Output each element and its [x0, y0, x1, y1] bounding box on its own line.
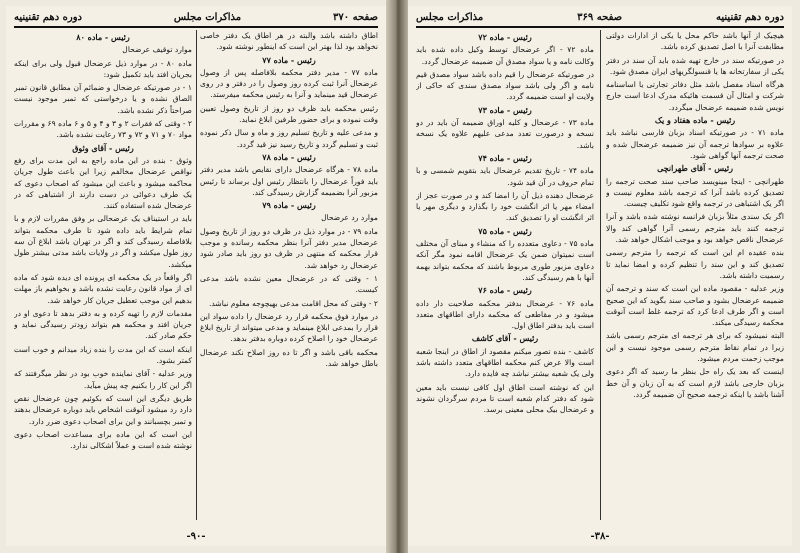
paragraph: ماده ۷۴ - تاریخ تقدیم عرضحال باید بتقویم شمسی و با تمام حروف در آن قید شود. — [416, 166, 594, 187]
paragraph: موارد توقیف عرضحال — [122, 45, 192, 55]
paragraph: و مدعی علیه و تاریخ تسلیم روز و ماه و سال ذکر نموده ثبت و تسلیم گردد و تاریخ رسید نیز قید گردد. — [200, 128, 378, 149]
paragraph: اینست که بعد یک راه حل بنظر ما رسید که اگر دعوی بزبان خارجی باشد لازم است که به آن زبان و آن خط آشنا باشد یا اینکه ترجمه صحیح آن ضمیمه گردد. — [606, 367, 784, 399]
speaker-heading: رئیس - آقای طهرانچی — [657, 163, 733, 174]
paragraph: ماده ۷۵ - دعاوی متعدده را که منشاء و مبنای آن مختلف است نمیتوان ضمن یک عرضحال اقامه نمود مگر آنکه دعاوی مزبور طوری مربوط باشند که محکمه بتواند بهمه آنها با هم رسیدگی کند. — [416, 239, 594, 282]
paragraph: وثوق - بنده در این ماده راجع به این مدت برای رفع نواقص عرضحال مخالفم زیرا این باعث طول جریان محاکمه میشود و باعث این میشود که اصحاب دعوی که یک طرف دعوائی در دست دارند از اشتباهی که در عرضحال شده استفاده کنند. — [14, 155, 192, 211]
speaker-heading: رئیس - ماده ۷۵ — [478, 225, 532, 236]
paragraph: این که نوشته است اطاق اول کافی نیست باید معین شود که دفتر کدام شعبه است تا مردم سرگردان نشوند و عرضحال بیک محلی معینی برسد. — [416, 382, 594, 415]
left-page-number: صفحه ۳۷۰ — [333, 11, 378, 23]
paragraph: البته نمیشود که برای هر ترجمه ای مترجم رسمی باشد زیرا در تمام نقاط مترجم رسمی موجود نیست و این موجب زحمت مردم میشود. — [606, 331, 784, 364]
paragraph: ۲ - وقتی که محل اقامت مدعی بهیچوجه معلوم نباشد. — [208, 298, 378, 308]
paragraph: در موارد فوق محکمه قرار رد عرضحال را داده سواد این قرار را بمدعی ابلاغ مینماید و مدعی میتواند از تاریخ ابلاغ عرضحال خود را اصلاح کرده دوباره بدفتر بدهد. — [200, 311, 378, 344]
paragraph: ماده ۷۳ - عرضحال و کلیه اوراق ضمیمه آن باید در دو نسخه و درصورت تعدد مدعی علیهم علاوه یک نسخه باشد. — [416, 118, 594, 150]
paragraph: طریق دیگری این است که بکوئیم چون عرضحال نقص دارد رد میشود آنوقت اشخاص باید دوباره عرضحال بدهند و تمبر بچسبانند و این برای اصحاب دعوی ضرر دارد. — [14, 393, 192, 426]
paragraph: باید در استیناف یک عرضحالی بر وفق مقررات لازم و با تمام شرایط باید داده شود تا طرف محکمه بتواند بلافاصله رسیدگی کند و اگر در تهران باشد ابلاغ آن سه روز طول میکشد و اگر در ولایات باشد مدتی بیشتر طول میکشد. — [14, 214, 192, 269]
right-page-number: صفحه ۳۶۹ — [577, 11, 623, 23]
speaker-heading: رئیس - ماده ۷۸ — [262, 151, 316, 162]
right-page-column-2 — [416, 30, 594, 520]
speaker-heading: رئیس - ماده هفتاد و یک — [654, 115, 736, 126]
column-divider — [600, 30, 601, 520]
right-page-header — [416, 8, 784, 28]
speaker-heading: رئیس - آقای کاشف — [471, 333, 539, 344]
paragraph: ۱ - وقتی که در عرضحال معین نشده باشد مدعی کیست. — [200, 273, 378, 295]
paragraph: ماده ۷۲ - اگر عرضحال توسط وکیل داده شده باید وکالت نامه و یا سواد مصدق آن ضمیمه عرضحال گردد. — [416, 45, 594, 66]
speaker-heading: رئیس - ماده ۷۲ — [478, 32, 532, 42]
paragraph: مقدمات لازم را تهیه کرده و به دفتر بدهد تا دعوی او در جریان افتد و محکمه هم بتواند زودتر رسیدگی نماید و حکم صادر کند. — [14, 308, 192, 341]
speaker-heading: رئیس - ماده ۷۶ — [478, 285, 532, 296]
left-page-column-2 — [14, 30, 192, 520]
paragraph: طهرانچی - اینجا مینویسد صاحب سند صحت ترجمه را تصدیق کرده باشد آنرا که ترجمه باشد معلوم نیست و اگر یک اشتباهی در ترجمه واقع شود تکلیف چیست. — [606, 176, 784, 209]
left-page-folio: -۹۰- — [186, 531, 206, 542]
paragraph: ۲ - وقتی که فقرات ۲ و ۳ و ۴ و ۵ و ۶ ماده ۶۹ و مقررات مواد ۷۰ و ۷۱ و ۷۲ و ۷۳ رعایت نشده باشد. — [14, 119, 192, 140]
left-page-column-1 — [200, 30, 378, 520]
right-running-title: مذاکرات مجلس — [416, 11, 484, 23]
paragraph: اگر واقعاً در یک محکمه ای پرونده ای دیده شود که ماده ای از مواد قانون رعایت نشده باشد و بخواهیم باز مهلت بدهیم این موجب تعطیل جریان کار خواهد شد. — [14, 272, 192, 305]
left-running-title: مذاکرات مجلس — [173, 11, 242, 23]
speaker-heading: رئیس - ماده ۸۰ — [76, 32, 130, 42]
paragraph: ماده ۸۰ - در موارد ذیل عرضحال قبول ولی برای اینکه بجریان افتد باید تکمیل شود: — [14, 58, 192, 79]
paragraph: ماده ۷۹ - در موارد ذیل در ظرف دو روز از تاریخ وصول عرضحال مدیر دفتر آنرا بنظر محکمه رسانده و موجب قرار محکمه که منتهی در ظرف دو روز باید صادر شود عرضحال رد خواهد شد. — [200, 226, 378, 270]
right-page-folio: -۳۸- — [590, 531, 610, 542]
paragraph: ماده ۷۷ - مدیر دفتر محکمه بلافاصله پس از وصول عرضحال آنرا ثبت کرده روز وصول را در دفتر و در روی عرضحال قید مینماید و آنرا به رئیس محکمه میفرستد. — [200, 67, 378, 100]
paragraph: محکمه باقی باشد و اگر تا ده روز اصلاح نکند عرضحال باطل خواهد شد. — [200, 347, 378, 369]
right-session-label: دوره دهم تقنینیه — [716, 11, 784, 23]
speaker-heading: رئیس - ماده ۷۹ — [262, 200, 316, 211]
paragraph: ۱ - در صورتیکه عرضحال و ضمائم آن مطابق قانون تمبر الصاق نشده و یا درخواستی که تمبر موجود نیست صراحتاً ذکر نشده باشد. — [14, 83, 192, 115]
paragraph: بنده عقیده ام این است که ترجمه را مترجم رسمی تصدیق کند و این سند را تنظیم کرده و امضا نماید تا رسمیت داشته باشد. — [606, 248, 784, 280]
right-page-column-1 — [606, 30, 784, 520]
paragraph: کاشف - بنده تصور میکنم مقصود از اطاق در اینجا شعبه است والا عرض کنم محکمه اطاقهای متعدد داشته باشد ولی یک شعبه بیشتر نباشد چه فایده دارد. — [416, 346, 594, 379]
column-divider — [196, 30, 197, 520]
left-page — [6, 6, 386, 546]
left-session-label: دوره دهم تقنینیه — [14, 11, 82, 23]
speaker-heading: رئیس - ماده ۷۷ — [262, 54, 316, 65]
book-gutter — [386, 0, 408, 553]
paragraph: در صورتیکه عرضحال را قیم داده باشد سواد مصدق قیم نامه و اگر ولی باشد سواد مصدق سندی که حاکی از ولایت او است ضمیمه گردد. — [416, 69, 594, 102]
paragraph: اگر یک سندی مثلاً بزبان فرانسه نوشته شده باشد و آنرا ترجمه کنند باید مترجم رسمی آنرا گواهی کند والا عرضحال ناقص خواهد بود و موجب اشکال خواهد شد. — [606, 212, 784, 245]
paragraph: هیچیک از آنها باشد حاکم محل یا یکی از ادارات دولتی مطابقت آنرا با اصل تصدیق کرده باشد. — [606, 31, 784, 52]
paragraph: اینکه است که این مدت را بنده زیاد میدانم و خوب است کمتر بشود. — [14, 344, 192, 366]
paragraph: عرضحال دهنده ذیل آن را امضا کند و در صورت عجز از امضاء مهر یا اثر انگشت خود را بگذارد و دیگری مهر یا اثر انگشت او را تصدیق کند. — [416, 190, 594, 223]
paragraph: اطاق داشته باشد والبته در هر اطاق یک دفتر خاصی نخواهد بود لذا بهتر این است که اینطور نوشته شود. — [200, 31, 378, 52]
paragraph: ماده ۷۶ - عرضحال بدفتر محکمه صلاحیت دار داده میشود و در مقاطعی که محکمه دارای اطاقهای متعدد است باید بدفتر اطاق اول. — [416, 298, 594, 331]
speaker-heading: رئیس - ماده ۷۴ — [478, 152, 532, 163]
paragraph: وزیر عدلیه - مقصود ماده این است که سند و ترجمه آن ضمیمه عرضحال بشود و صاحب سند بگوید که این صحیح است و اگر طرف ادعا کرد که ترجمه غلط است آنوقت محکمه رسیدگی میکند. — [606, 284, 784, 328]
paragraph: در صورتیکه سند در خارج تهیه شده باید آن سند در دفتر یکی از سفارتخانه ها یا قنسولگریهای ایران مصدق شود. — [606, 55, 784, 76]
speaker-heading: رئیس - ماده ۷۳ — [478, 104, 532, 115]
paragraph: وزیر عدلیه - آقای نماینده خوب بود در نظر میگرفتند که اگر این کار را بکنیم چه پیش میآید. — [14, 369, 192, 390]
left-page-header — [14, 8, 378, 28]
paragraph: ماده ۷۱ - در صورتیکه اسناد بزبان فارسی نباشد باید علاوه بر سوادها ترجمه آن نیز ضمیمه عرضحال شده و صحت ترجمه آنها گواهی شود. — [606, 128, 784, 160]
speaker-heading: رئیس - آقای وثوق — [72, 142, 134, 153]
paragraph: ماده ۷۸ - هرگاه عرضحال دارای نقایص باشد مدیر دفتر باید فوراً عرضحال را بانتظار رئیس اول برساند تا رئیس مزبور آنرا بضمیمه گزارش رسیدگی کند. — [200, 165, 378, 197]
paragraph: هرگاه اسناد مفصل باشد مثل دفاتر تجارتی یا اساسنامه شرکت و امثال آن قسمت هائیکه مدرک ادعا است خارج نویس شده ضمیمه عرضحال میگردد. — [606, 80, 784, 112]
paragraph: این است که این ماده برای مساعدت اصحاب دعوی نوشته شده است و عملاً اشکالی ندارد. — [14, 429, 192, 451]
paragraph: موارد رد عرضحال — [321, 213, 378, 223]
right-page — [408, 6, 792, 546]
paragraph: رئیس محکمه باید ظرف دو روز از تاریخ وصول تعیین وقت نموده و برای حضور طرفین ابلاغ نماید. — [200, 103, 378, 125]
